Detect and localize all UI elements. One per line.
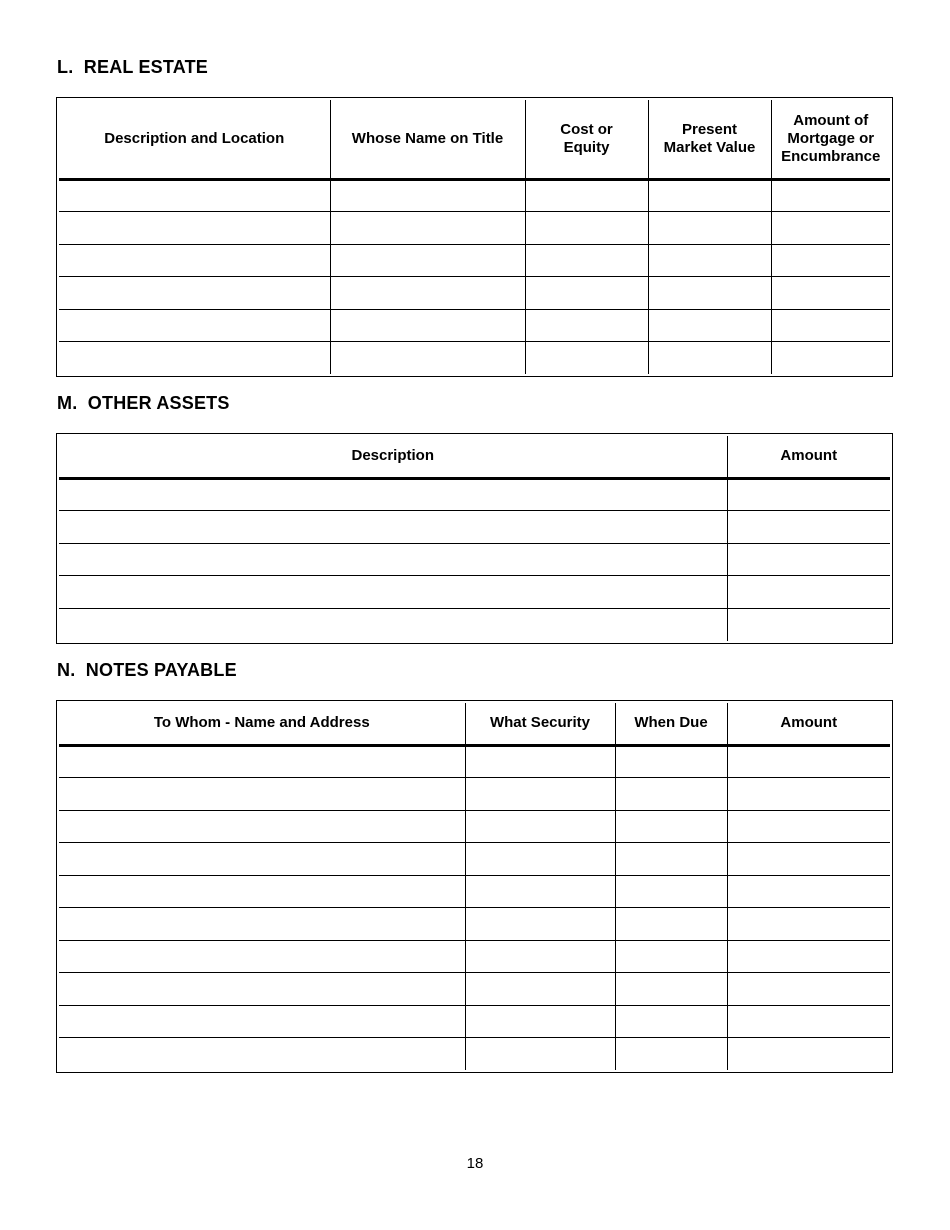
table-row <box>59 309 890 342</box>
blank-entry-cell[interactable] <box>525 244 648 277</box>
blank-entry-cell[interactable] <box>59 875 465 908</box>
table-row <box>59 843 890 876</box>
blank-entry-cell[interactable] <box>615 778 727 811</box>
col-header-amount-of-mortgage: Amount of Mortgage or Encumbrance <box>771 100 890 179</box>
blank-entry-cell[interactable] <box>59 342 330 375</box>
blank-entry-cell[interactable] <box>771 277 890 310</box>
blank-entry-cell[interactable] <box>771 179 890 212</box>
blank-entry-cell[interactable] <box>465 1038 615 1071</box>
real-estate-table <box>59 100 890 374</box>
other-assets-table <box>59 436 890 641</box>
blank-entry-cell[interactable] <box>59 1038 465 1071</box>
blank-entry-cell[interactable] <box>648 309 771 342</box>
blank-entry-cell[interactable] <box>330 342 525 375</box>
blank-entry-cell[interactable] <box>727 745 890 778</box>
table-row <box>59 179 890 212</box>
blank-entry-cell[interactable] <box>727 608 890 641</box>
table-row <box>59 576 890 609</box>
blank-entry-cell[interactable] <box>727 778 890 811</box>
blank-entry-cell[interactable] <box>525 342 648 375</box>
blank-entry-cell[interactable] <box>465 843 615 876</box>
blank-entry-cell[interactable] <box>59 745 465 778</box>
notes-payable-table-frame <box>56 700 893 1073</box>
table-row <box>59 1005 890 1038</box>
table-row <box>59 745 890 778</box>
col-header-cost-or-equity: Cost or Equity <box>525 100 648 179</box>
blank-entry-cell[interactable] <box>59 940 465 973</box>
page-number: 18 <box>466 1155 484 1172</box>
blank-entry-cell[interactable] <box>727 875 890 908</box>
table-row <box>59 277 890 310</box>
other-assets-table-body <box>59 478 890 641</box>
blank-entry-cell[interactable] <box>59 810 465 843</box>
blank-entry-cell[interactable] <box>615 745 727 778</box>
blank-entry-cell[interactable] <box>615 875 727 908</box>
blank-entry-cell[interactable] <box>727 973 890 1006</box>
notes-payable-title: N. NOTES PAYABLE <box>57 660 237 680</box>
blank-entry-cell[interactable] <box>465 1005 615 1038</box>
col-header-description: Description <box>59 436 727 478</box>
blank-entry-cell[interactable] <box>648 277 771 310</box>
blank-entry-cell[interactable] <box>59 576 727 609</box>
blank-entry-cell[interactable] <box>771 342 890 375</box>
blank-entry-cell[interactable] <box>59 1005 465 1038</box>
blank-entry-cell[interactable] <box>615 940 727 973</box>
table-row <box>59 212 890 245</box>
blank-entry-cell[interactable] <box>727 908 890 941</box>
notes-payable-table <box>59 703 890 1070</box>
blank-entry-cell[interactable] <box>59 478 727 511</box>
blank-entry-cell[interactable] <box>727 940 890 973</box>
real-estate-table-body <box>59 179 890 374</box>
blank-entry-cell[interactable] <box>465 908 615 941</box>
header-row <box>59 100 890 179</box>
blank-entry-cell[interactable] <box>615 1005 727 1038</box>
col-header-whose-name-on-title: Whose Name on Title <box>330 100 525 179</box>
blank-entry-cell[interactable] <box>59 843 465 876</box>
table-row <box>59 908 890 941</box>
blank-entry-cell[interactable] <box>465 940 615 973</box>
blank-entry-cell[interactable] <box>615 1038 727 1071</box>
blank-entry-cell[interactable] <box>59 277 330 310</box>
table-row <box>59 244 890 277</box>
table-row <box>59 543 890 576</box>
blank-entry-cell[interactable] <box>59 608 727 641</box>
real-estate-table-frame <box>56 97 893 377</box>
blank-entry-cell[interactable] <box>771 244 890 277</box>
blank-entry-cell[interactable] <box>648 244 771 277</box>
blank-entry-cell[interactable] <box>648 179 771 212</box>
blank-entry-cell[interactable] <box>525 277 648 310</box>
blank-entry-cell[interactable] <box>771 212 890 245</box>
col-header-to-whom: To Whom - Name and Address <box>59 703 465 745</box>
table-row <box>59 973 890 1006</box>
table-row <box>59 875 890 908</box>
other-assets-title: M. OTHER ASSETS <box>57 393 230 413</box>
blank-entry-cell[interactable] <box>59 309 330 342</box>
blank-entry-cell[interactable] <box>727 1038 890 1071</box>
blank-entry-cell[interactable] <box>465 745 615 778</box>
blank-entry-cell[interactable] <box>465 778 615 811</box>
col-header-description-location: Description and Location <box>59 100 330 179</box>
table-row <box>59 478 890 511</box>
table-row <box>59 342 890 375</box>
blank-entry-cell[interactable] <box>727 1005 890 1038</box>
blank-entry-cell[interactable] <box>59 212 330 245</box>
blank-entry-cell[interactable] <box>59 179 330 212</box>
blank-entry-cell[interactable] <box>615 908 727 941</box>
blank-entry-cell[interactable] <box>727 810 890 843</box>
blank-entry-cell[interactable] <box>330 244 525 277</box>
blank-entry-cell[interactable] <box>727 843 890 876</box>
blank-entry-cell[interactable] <box>727 478 890 511</box>
blank-entry-cell[interactable] <box>59 778 465 811</box>
notes-payable-table-body <box>59 745 890 1070</box>
header-row <box>59 436 890 478</box>
real-estate-title: L. REAL ESTATE <box>57 57 209 77</box>
blank-entry-cell[interactable] <box>59 244 330 277</box>
blank-entry-cell[interactable] <box>330 309 525 342</box>
blank-entry-cell[interactable] <box>615 973 727 1006</box>
blank-entry-cell[interactable] <box>648 212 771 245</box>
table-row <box>59 511 890 544</box>
col-header-when-due: When Due <box>615 703 727 745</box>
blank-entry-cell[interactable] <box>59 973 465 1006</box>
blank-entry-cell[interactable] <box>330 212 525 245</box>
blank-entry-cell[interactable] <box>330 277 525 310</box>
blank-entry-cell[interactable] <box>615 810 727 843</box>
table-row <box>59 940 890 973</box>
blank-entry-cell[interactable] <box>465 810 615 843</box>
col-header-present-market-value: Present Market Value <box>648 100 771 179</box>
blank-entry-cell[interactable] <box>465 973 615 1006</box>
col-header-amount: Amount <box>727 436 890 478</box>
table-row <box>59 608 890 641</box>
blank-entry-cell[interactable] <box>771 309 890 342</box>
blank-entry-cell[interactable] <box>59 543 727 576</box>
table-row <box>59 778 890 811</box>
table-row <box>59 810 890 843</box>
other-assets-table-frame <box>56 433 893 644</box>
header-row <box>59 703 890 745</box>
blank-entry-cell[interactable] <box>615 843 727 876</box>
blank-entry-cell[interactable] <box>727 511 890 544</box>
col-header-amount: Amount <box>727 703 890 745</box>
blank-entry-cell[interactable] <box>465 875 615 908</box>
blank-entry-cell[interactable] <box>525 179 648 212</box>
blank-entry-cell[interactable] <box>59 908 465 941</box>
blank-entry-cell[interactable] <box>648 342 771 375</box>
blank-entry-cell[interactable] <box>727 576 890 609</box>
blank-entry-cell[interactable] <box>525 212 648 245</box>
blank-entry-cell[interactable] <box>330 179 525 212</box>
blank-entry-cell[interactable] <box>525 309 648 342</box>
table-row <box>59 1038 890 1071</box>
col-header-what-security: What Security <box>465 703 615 745</box>
blank-entry-cell[interactable] <box>727 543 890 576</box>
blank-entry-cell[interactable] <box>59 511 727 544</box>
